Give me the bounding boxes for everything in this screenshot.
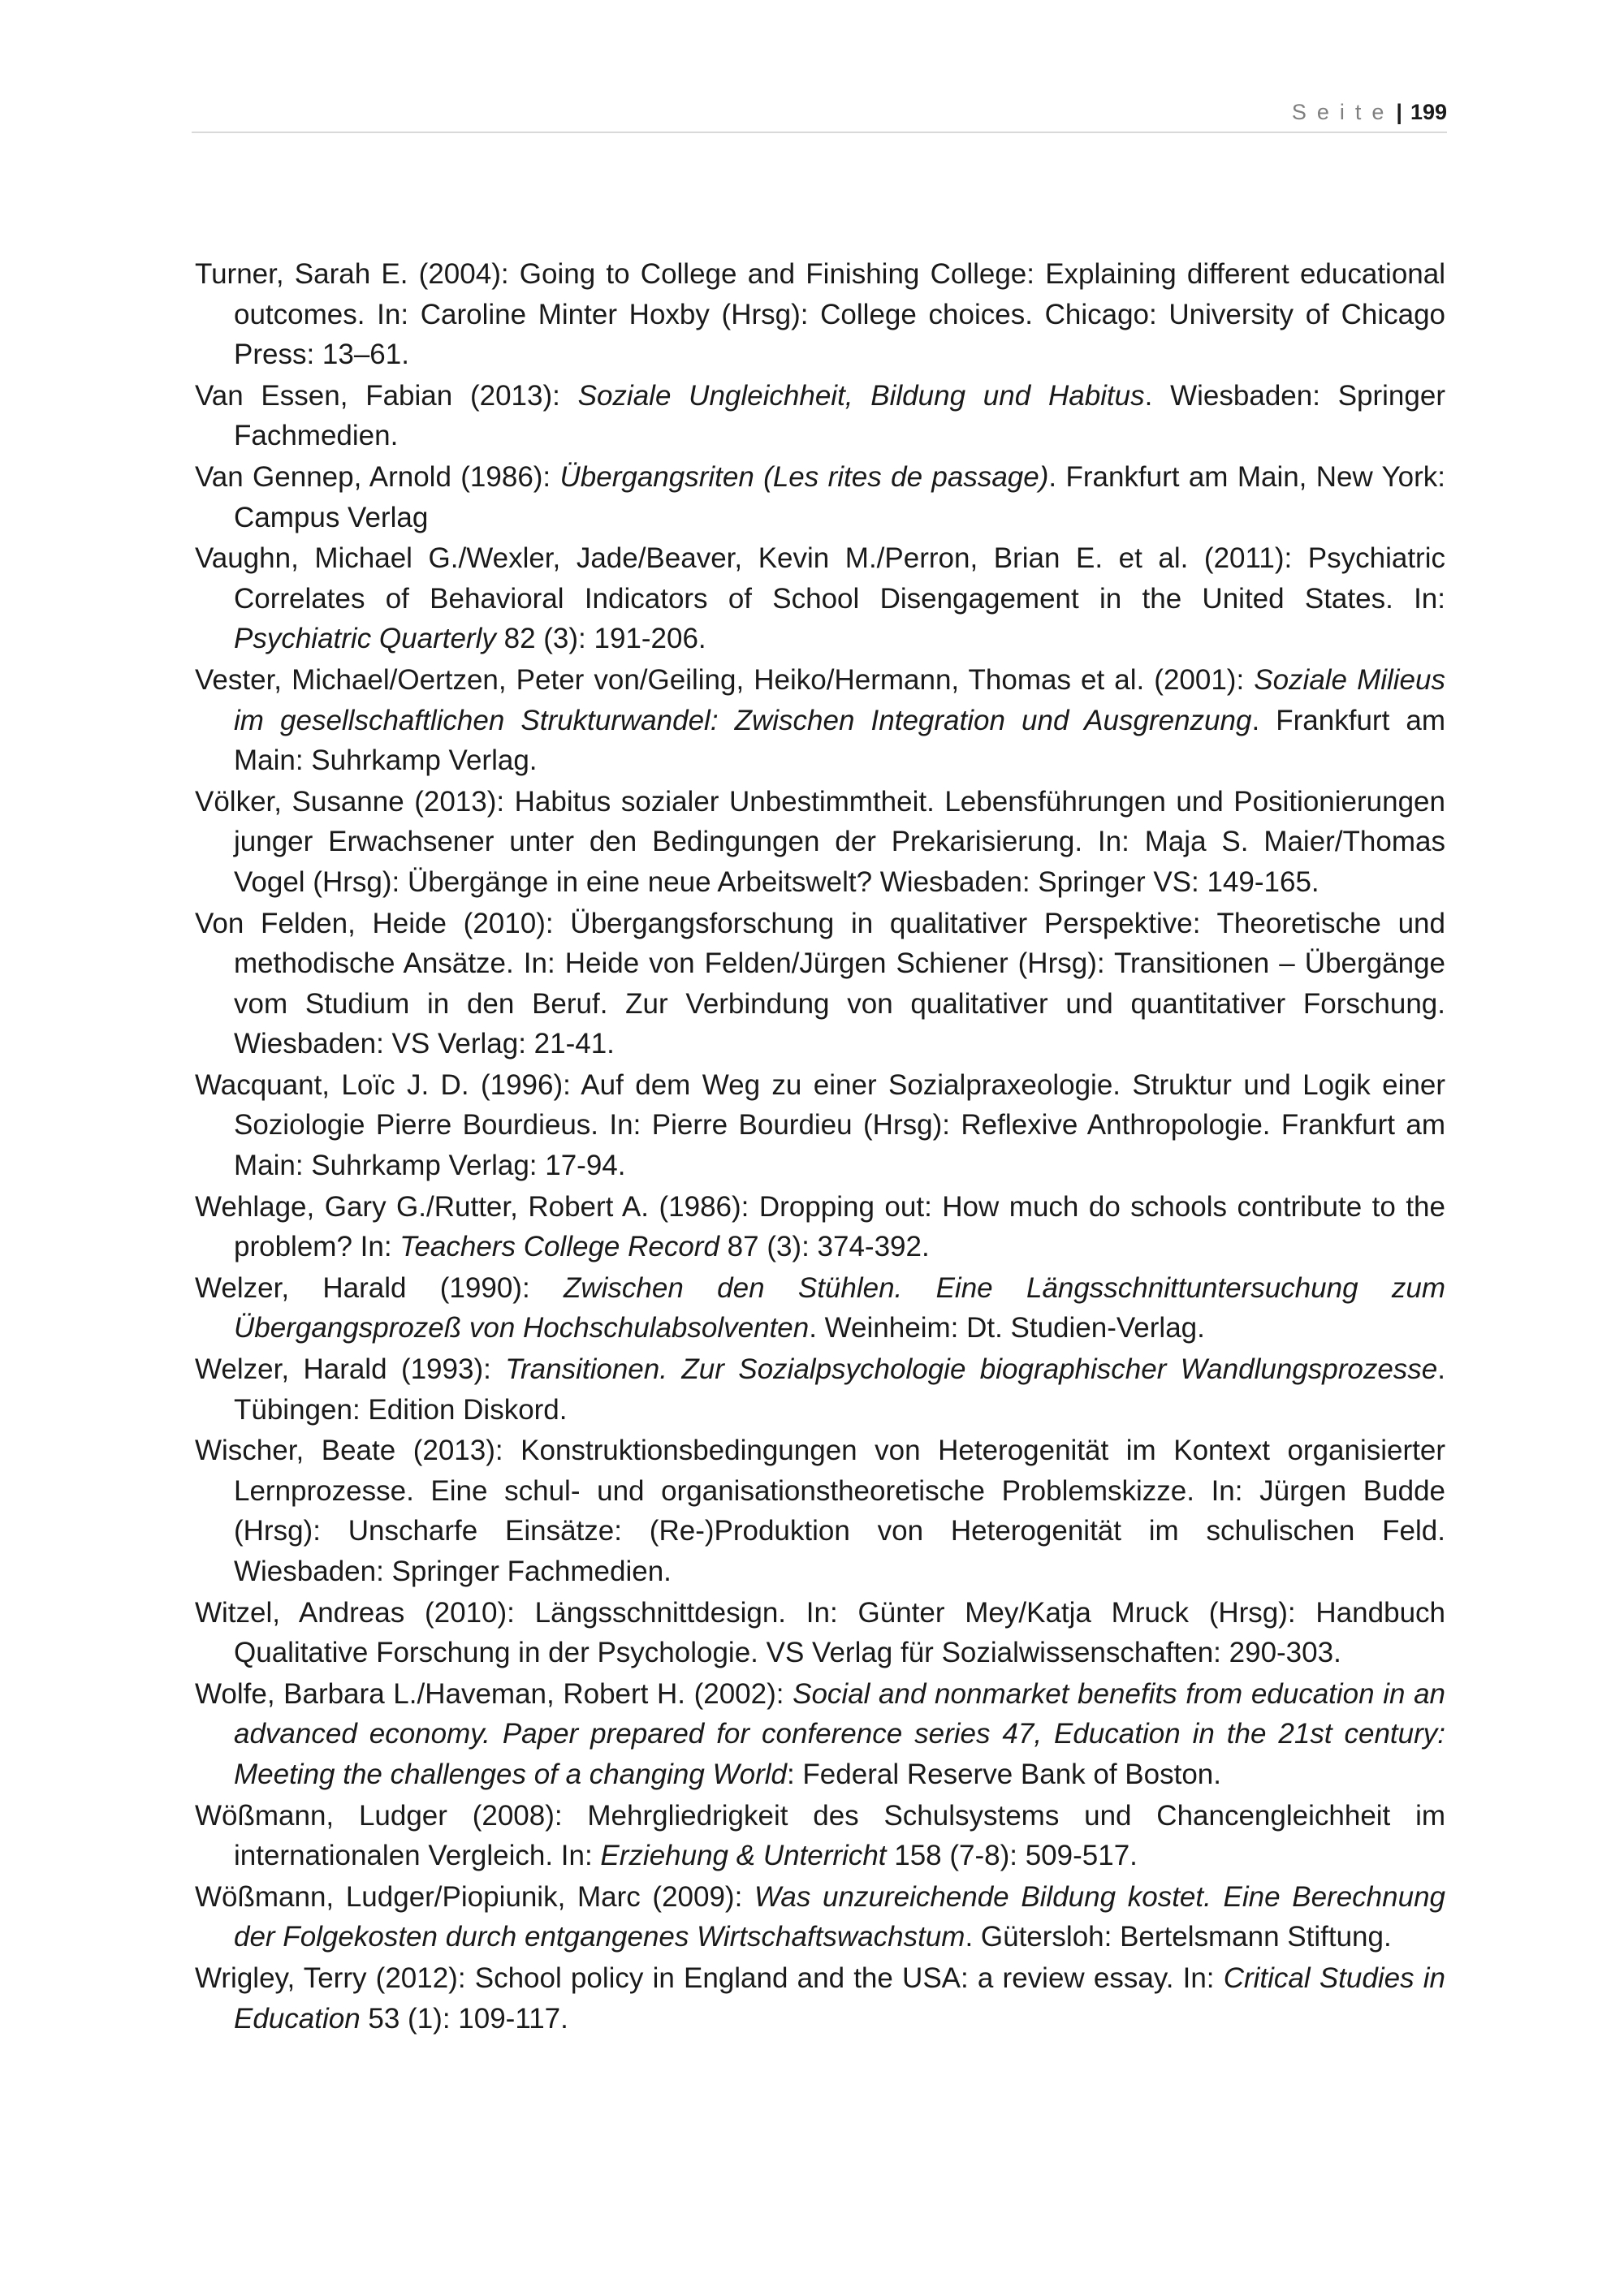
reference-entry: [195, 1187, 1445, 1267]
reference-text: Völker, Susanne (2013): Habitus sozialer Unbestimmtheit. Lebensführungen und Positionierungen junger Erwachsener unter den Bedingungen der Prekarisierung. In: Maja S. Maier/Thomas Vogel (Hrsg): Übergänge in eine neue Arbeitswelt? Wiesbaden: Springer VS: 149-165.: [195, 785, 1445, 898]
reference-entry: [195, 1958, 1445, 2039]
bibliography-list: [195, 254, 1445, 2039]
reference-entry: [195, 660, 1445, 781]
reference-text: Wrigley, Terry (2012): School policy in England and the USA: a review essay. In:: [195, 1962, 1224, 1994]
reference-title-italic: Soziale Ungleichheit, Bildung und Habitus: [577, 379, 1145, 412]
reference-entry: [195, 376, 1445, 456]
reference-text: Wischer, Beate (2013): Konstruktionsbedingungen von Heterogenität im Kontext organisierter Lernprozesse. Eine schul- und organisationstheoretische Problemskizze. In: Jürgen Budde (Hrsg): Unscharfe Einsätze: (Re-)Produktion von Heterogenität im schulischen Feld. Wiesbaden: Springer Fachmedien.: [195, 1435, 1445, 1587]
reference-entry: [195, 254, 1445, 375]
reference-text: . Weinheim: Dt. Studien-Verlag.: [809, 1312, 1205, 1344]
reference-title-italic: Critical Studies in Education: [234, 1962, 1445, 2035]
reference-entry: [195, 904, 1445, 1064]
page-number-label: [1292, 96, 1447, 128]
reference-entry: [195, 457, 1445, 537]
reference-title-italic: Was unzureichende Bildung kostet. Eine Berechnung der Folgekosten durch entgangenes Wirtschaftswachstum: [234, 1880, 1446, 1953]
reference-entry: [195, 1796, 1445, 1876]
reference-text: Wößmann, Ludger (2008): Mehrgliedrigkeit des Schulsystems und Chancengleichheit im internationalen Vergleich. In:: [195, 1799, 1445, 1872]
reference-text: Van Essen, Fabian (2013):: [195, 379, 578, 412]
reference-entry: [195, 1349, 1445, 1430]
reference-text: Turner, Sarah E. (2004): Going to College and Finishing College: Explaining different educational outcomes. In: Caroline Minter Hoxby (Hrsg): College choices. Chicago: University of Chicago Press: 13–61.: [195, 258, 1445, 371]
reference-title-italic: Social and nonmarket benefits from education in an advanced economy. Paper prepared for conference series 47, Education in the 21st century: Meeting the challenges of a changing World: [234, 1677, 1446, 1790]
reference-title-italic: Psychiatric Quarterly: [234, 623, 496, 655]
reference-entry: [195, 782, 1445, 903]
reference-text: Wößmann, Ludger/Piopiunik, Marc (2009):: [195, 1880, 754, 1913]
reference-text: 87 (3): 374-392.: [719, 1231, 930, 1263]
reference-text: 53 (1): 109-117.: [360, 2002, 568, 2035]
reference-text: Welzer, Harald (1990):: [195, 1271, 564, 1304]
reference-text: . Gütersloh: Bertelsmann Stiftung.: [965, 1921, 1392, 1953]
reference-entry: [195, 1431, 1445, 1591]
reference-text: Welzer, Harald (1993):: [195, 1353, 506, 1386]
header-separator: |: [1396, 100, 1402, 124]
reference-text: Vester, Michael/Oertzen, Peter von/Geiling, Heiko/Hermann, Thomas et al. (2001):: [195, 663, 1255, 696]
reference-title-italic: Teachers College Record: [400, 1231, 719, 1263]
reference-title-italic: Übergangsriten (Les rites de passage): [559, 460, 1049, 493]
page-number: 199: [1410, 100, 1447, 124]
reference-title-italic: Transitionen. Zur Sozialpsychologie biographischer Wandlungsprozesse: [505, 1353, 1438, 1386]
reference-title-italic: Soziale Milieus im gesellschaftlichen Strukturwandel: Zwischen Integration und Ausgrenzung: [234, 663, 1445, 736]
page-header: [192, 96, 1447, 133]
reference-text: Van Gennep, Arnold (1986):: [195, 460, 560, 493]
reference-text: Wacquant, Loïc J. D. (1996): Auf dem Weg zu einer Sozialpraxeologie. Struktur und Logik einer Soziologie Pierre Bourdieus. In: Pierre Bourdieu (Hrsg): Reflexive Anthropologie. Frankfurt am Main: Suhrkamp Verlag: 17-94.: [195, 1068, 1445, 1182]
header-word: Seite: [1291, 100, 1395, 124]
reference-text: . Tübingen: Edition Diskord.: [234, 1353, 1445, 1426]
reference-title-italic: Erziehung & Unterricht: [600, 1840, 887, 1872]
reference-entry: [195, 1674, 1445, 1795]
reference-entry: [195, 1877, 1445, 1957]
reference-text: Witzel, Andreas (2010): Längsschnittdesign. In: Günter Mey/Katja Mruck (Hrsg): Handbuch Qualitative Forschung in der Psychologie. VS Verlag für Sozialwissenschaften: 290-303.: [195, 1596, 1445, 1669]
reference-entry: [195, 1268, 1445, 1349]
reference-entry: [195, 538, 1445, 659]
reference-text: 158 (7-8): 509-517.: [886, 1840, 1138, 1872]
reference-text: . Frankfurt am Main, New York: Campus Verlag: [234, 460, 1445, 533]
reference-text: Vaughn, Michael G./Wexler, Jade/Beaver, Kevin M./Perron, Brian E. et al. (2011): Psychiatric Correlates of Behavioral Indicators of School Disengagement in the United States. In:: [195, 542, 1445, 615]
reference-entry: [195, 1065, 1445, 1186]
reference-text: : Federal Reserve Bank of Boston.: [786, 1758, 1221, 1790]
reference-text: 82 (3): 191-206.: [495, 623, 706, 655]
reference-entry: [195, 1593, 1445, 1673]
reference-text: . Frankfurt am Main: Suhrkamp Verlag.: [234, 704, 1445, 777]
reference-title-italic: Zwischen den Stühlen. Eine Längsschnittuntersuchung zum Übergangsprozeß von Hochschulabsolventen: [234, 1271, 1445, 1344]
reference-text: Wolfe, Barbara L./Haveman, Robert H. (2002):: [195, 1677, 793, 1710]
reference-text: . Wiesbaden: Springer Fachmedien.: [234, 379, 1445, 452]
reference-text: Von Felden, Heide (2010): Übergangsforschung in qualitativer Perspektive: Theoretische und methodische Ansätze. In: Heide von Felden/Jürgen Schiener (Hrsg): Transitionen – Übergänge vom Studium in den Beruf. Zur Verbindung von qualitativer und quantitativer Forschung. Wiesbaden: VS Verlag: 21-41.: [195, 907, 1445, 1060]
reference-text: Wehlage, Gary G./Rutter, Robert A. (1986): Dropping out: How much do schools contribute to the problem? In:: [195, 1190, 1445, 1263]
